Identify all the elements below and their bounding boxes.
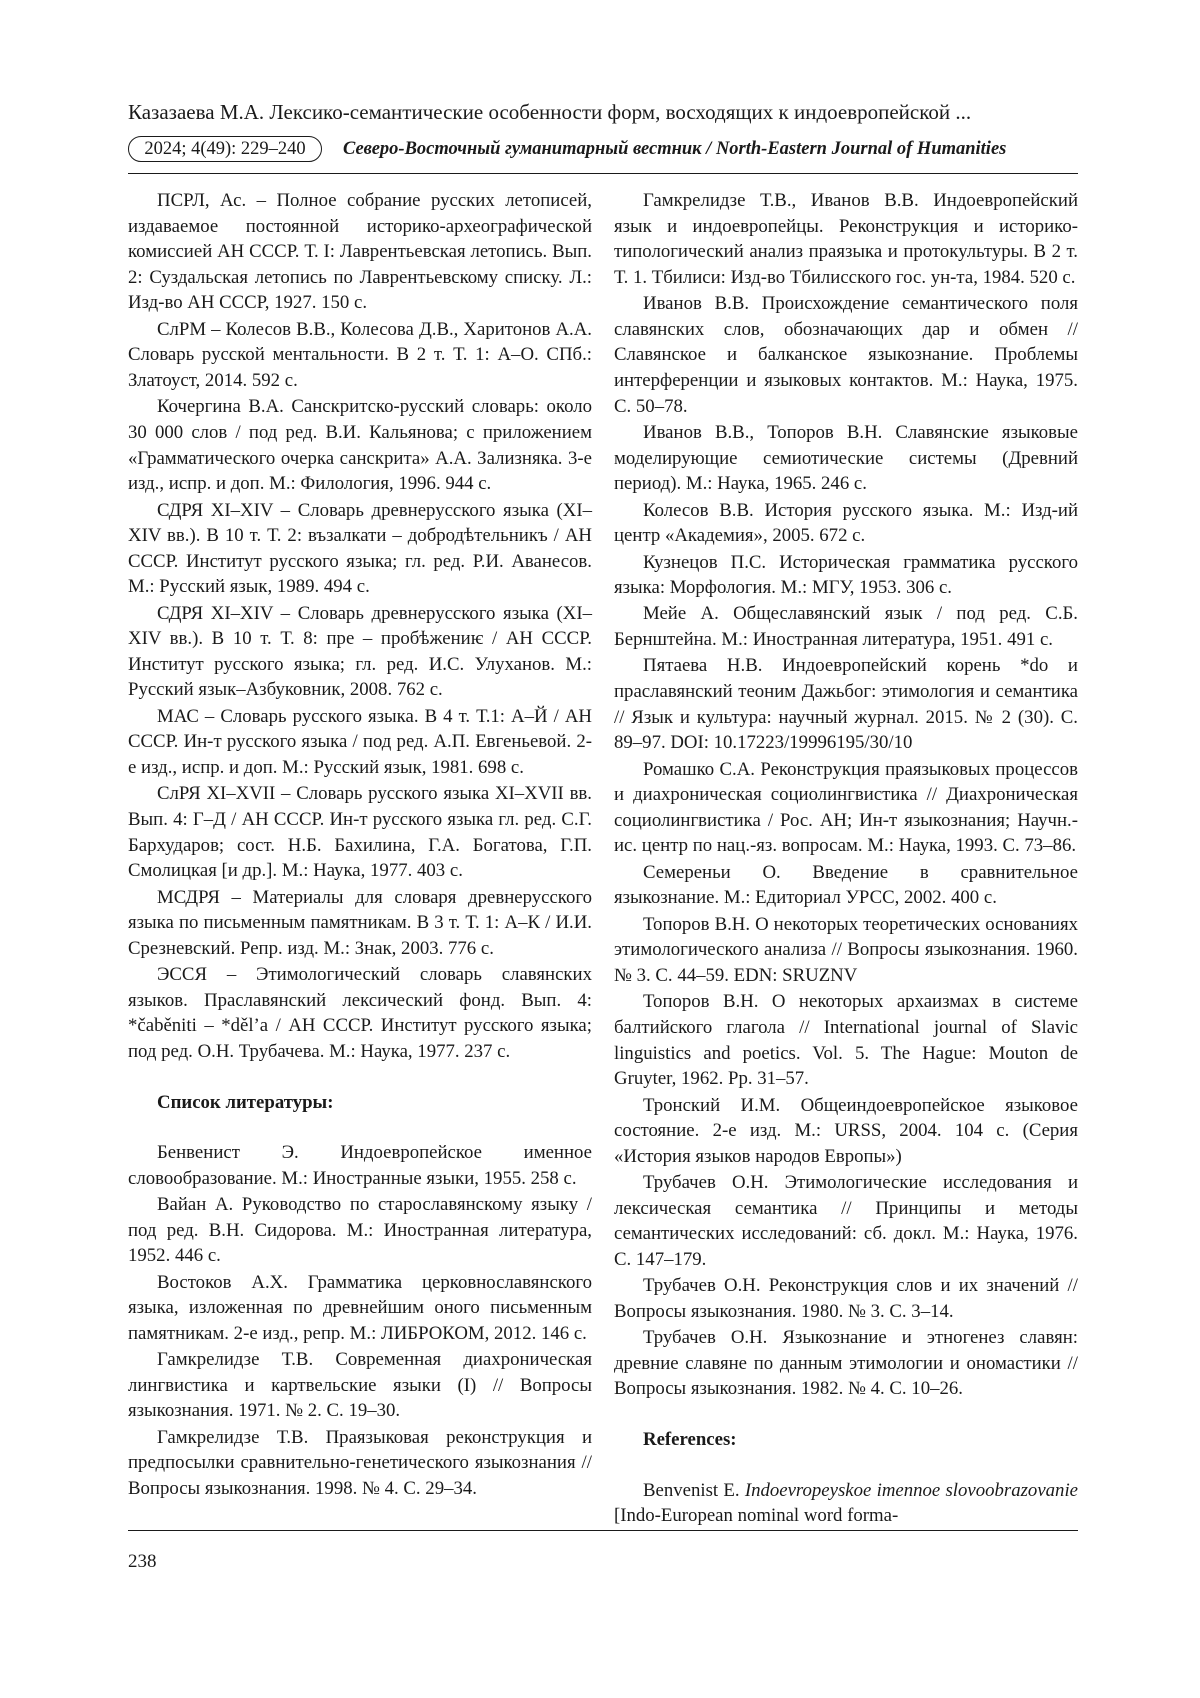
literature-entry: Тронский И.М. Общеиндоевропейское языковое состояние. 2-е изд. М.: URSS, 2004. 104 с. (Серия «История языков народов Европы»)	[614, 1094, 1078, 1167]
literature-entry: Колесов В.В. История русского языка. М.: Изд-ий центр «Академия», 2005. 672 с.	[614, 499, 1078, 547]
literature-entry: Семереньи О. Введение в сравнительное языкознание. М.: Едиториал УРСС, 2002. 400 с.	[614, 861, 1078, 909]
header-rule	[128, 173, 1078, 174]
source-entry: ПСРЛ, Ас. – Полное собрание русских летописей, издаваемое постоянной историко-археографической комиссией АН СССР. Т. I: Лаврентьевская летопись. Вып. 2: Суздальская летопись по Лаврентьевскому списку. Л.: Изд-во АН СССР, 1927. 150 с.	[128, 190, 592, 314]
literature-heading: Список литературы:	[157, 1091, 334, 1113]
reference-translation: [Indo-European nominal word forma-	[614, 1505, 899, 1527]
literature-entry: Ромашко С.А. Реконструкция праязыковых процессов и диахроническая социолингвистика // Диахроническая социолингвистика / Рос. АН; Ин-т языкознания; Научн.-ис. центр по нац.-яз. вопросам. М.: Наука, 1993. С. 73–86.	[614, 758, 1078, 857]
literature-entry: Иванов В.В. Происхождение семантического поля славянских слов, обозначающих дар и обмен // Славянское и балканское языкознание. Проблемы интерференции и языковых контактов. М.: Наука, 1975. С. 50–78.	[614, 293, 1078, 417]
literature-entry: Востоков А.Х. Грамматика церковнославянского языка, изложенная по древнейшим оного письменным памятникам. 2-е изд., репр. М.: ЛИБРОКОМ, 2012. 146 с.	[128, 1271, 592, 1344]
references-heading: References:	[643, 1429, 737, 1451]
reference-author: Benvenist E.	[643, 1479, 745, 1501]
reference-title: Indoevropeyskoe imennoe slovoobrazovanie	[744, 1479, 1078, 1501]
literature-entry: Иванов В.В., Топоров В.Н. Славянские языковые моделирующие семиотические системы (Древний период). М.: Наука, 1965. 246 с.	[614, 421, 1078, 495]
literature-entry: Пятаева Н.В. Индоевропейский корень *do и праславянский теоним Дажьбог: этимология и семантика // Язык и культура: научный журнал. 2015. № 2 (30). С. 89–97. DOI: 10.17223/19996195/30/10	[614, 655, 1078, 754]
literature-entry: Мейе А. Общеславянский язык / под ред. С.Б. Бернштейна. М.: Иностранная литература, 1951. 491 с.	[614, 603, 1078, 651]
issue-badge: 2024; 4(49): 229–240	[128, 136, 322, 162]
journal-title: Северо-Восточный гуманитарный вестник / North-Eastern Journal of Humanities	[343, 139, 1007, 159]
source-entry: Кочергина В.А. Санскритско-русский словарь: около 30 000 слов / под ред. В.И. Кальянова; с приложением «Грамматического очерка санскрита» А.А. Зализняка. 3-е изд., испр. и доп. М.: Филология, 1996. 944 с.	[128, 396, 592, 495]
right-column	[614, 188, 1078, 1530]
footer-rule	[128, 1530, 1078, 1531]
source-entry: СлРЯ XI–XVII – Словарь русского языка XI–XVII вв. Вып. 4: Г–Д / АН СССР. Ин-т русского языка гл. ред. С.Г. Бархударов; сост. Н.Б. Бахилина, Г.А. Богатова, Г.П. Смолицкая [и др.]. М.: Наука, 1977. 403 с.	[128, 783, 592, 882]
source-entry: МАС – Словарь русского языка. В 4 т. Т.1: А–Й / АН СССР. Ин-т русского языка / под ред. А.П. Евгеньевой. 2-е изд., испр. и доп. М.: Русский язык, 1981. 698 с.	[128, 705, 592, 779]
source-entry: СлРМ – Колесов В.В., Колесова Д.В., Харитонов А.А. Словарь русской ментальности. В 2 т. Т. 1: А–О. СПб.: Златоуст, 2014. 592 с.	[128, 318, 592, 391]
literature-entry: Трубачев О.Н. Языкознание и этногенез славян: древние славяне по данным этимологии и ономастики // Вопросы языкознания. 1982. № 4. С. 10–26.	[614, 1327, 1078, 1400]
literature-entry: Топоров В.Н. О некоторых теоретических основаниях этимологического анализа // Вопросы языкознания. 1960. № 3. С. 44–59. EDN: SRUZNV	[614, 913, 1078, 986]
source-entry: ЭССЯ – Этимологический словарь славянских языков. Праславянский лексический фонд. Вып. 4: *čaběniti – *děl’a / АН СССР. Институт русского языка; под ред. О.Н. Трубачева. М.: Наука, 1977. 237 с.	[128, 964, 592, 1062]
page-number: 238	[128, 1551, 157, 1572]
literature-entry: Гамкрелидзе Т.В. Современная диахроническая лингвистика и картвельские языки (I) // Вопросы языкознания. 1971. № 2. С. 19–30.	[128, 1349, 592, 1422]
literature-entry: Трубачев О.Н. Этимологические исследования и лексическая семантика // Принципы и методы семантических исследований: сб. докл. М.: Наука, 1976. С. 147–179.	[614, 1172, 1078, 1270]
literature-entry: Вайан А. Руководство по старославянскому языку / под ред. В.Н. Сидорова. М.: Иностранная литература, 1952. 446 с.	[128, 1194, 592, 1267]
literature-entry: Бенвенист Э. Индоевропейское именное словообразование. М.: Иностранные языки, 1955. 258 с.	[128, 1142, 592, 1189]
left-column	[128, 188, 592, 1502]
literature-entry: Топоров В.Н. О некоторых архаизмах в системе балтийского глагола // International journal of Slavic linguistics and poetics. Vol. 5. The Hague: Mouton de Gruyter, 1962. Pp. 31–57.	[614, 991, 1078, 1090]
source-entry: МСДРЯ – Материалы для словаря древнерусского языка по письменным памятникам. В 3 т. Т. 1: А–К / И.И. Срезневский. Репр. изд. М.: Знак, 2003. 776 с.	[128, 886, 592, 959]
running-title: Казазаева М.А. Лексико-семантические особенности форм, восходящих к индоевропейской ...	[128, 100, 972, 124]
source-entry: СДРЯ XI–XIV – Словарь древнерусского языка (XI–XIV вв.). В 10 т. Т. 2: възалкати – добродѣтельникъ / АН СССР. Институт русского языка; гл. ред. Р.И. Аванесов. М.: Русский язык, 1989. 494 с.	[128, 499, 592, 598]
source-entry: СДРЯ XI–XIV – Словарь древнерусского языка (XI–XIV вв.). В 10 т. Т. 8: пре – пробѣжениѥ / АН СССР. Институт русского языка; гл. ред. И.С. Улуханов. М.: Русский язык–Азбуковник, 2008. 762 с.	[128, 602, 592, 701]
literature-entry: Трубачев О.Н. Реконструкция слов и их значений // Вопросы языкознания. 1980. № 3. С. 3–14.	[614, 1275, 1078, 1322]
journal-header	[128, 136, 1078, 166]
literature-entry: Гамкрелидзе Т.В., Иванов В.В. Индоевропейский язык и индоевропейцы. Реконструкция и историко-типологический анализ праязыка и протокультуры. В 2 т. Т. 1. Тбилиси: Изд-во Тбилисского гос. ун-та, 1984. 520 с.	[614, 190, 1078, 288]
literature-entry: Кузнецов П.С. Историческая грамматика русского языка: Морфология. М.: МГУ, 1953. 306 с.	[614, 551, 1078, 599]
literature-entry: Гамкрелидзе Т.В. Праязыковая реконструкция и предпосылки сравнительно-генетического языкознания // Вопросы языкознания. 1998. № 4. С. 29–34.	[128, 1426, 592, 1500]
reference-entry	[614, 1478, 1078, 1529]
